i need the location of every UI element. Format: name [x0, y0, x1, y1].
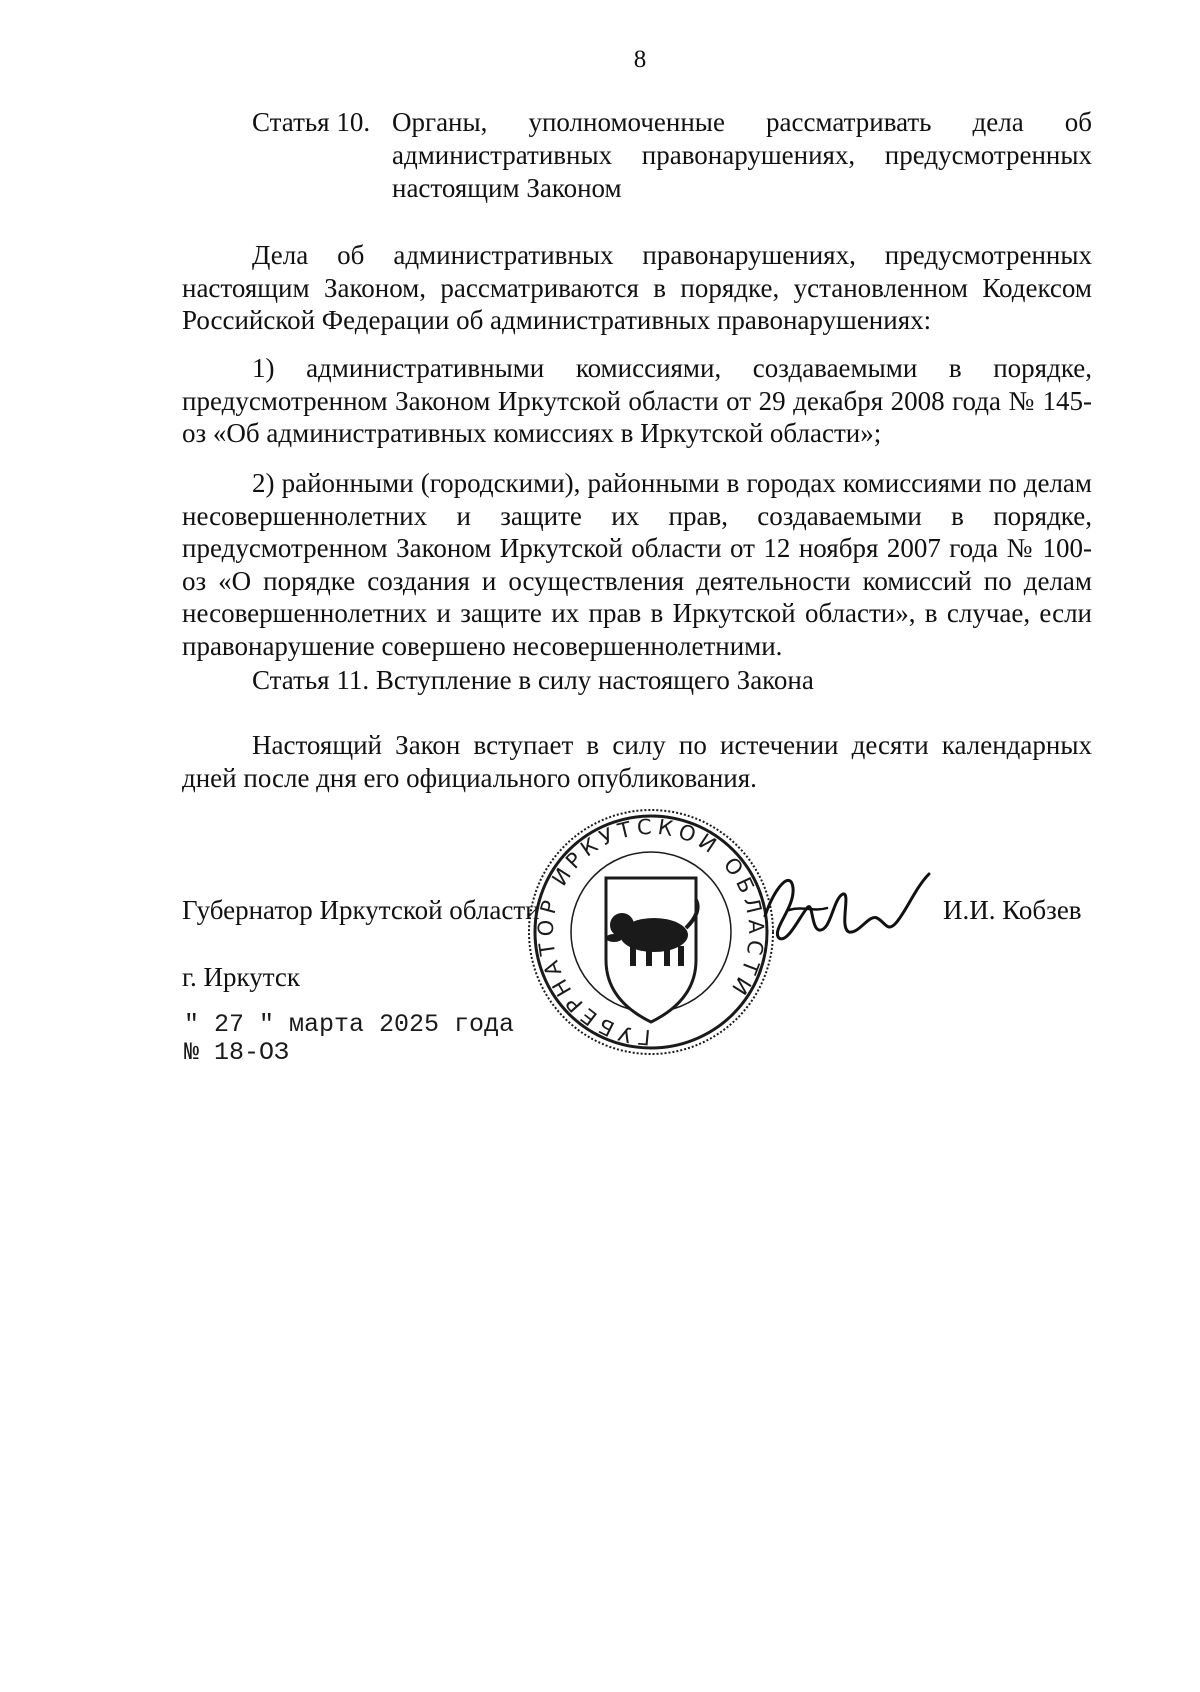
article-11-heading: Статья 11. Вступление в силу настоящего Закона	[252, 665, 814, 695]
article-10-item-2: 2) районными (городскими), районными в городах комиссиями по делам несовершеннолетних и защите их прав, создаваемыми в порядке, предусмотренном Законом Иркутской области от 12 ноября 2007 года № 100-оз «О порядке создания и осуществления деятельности комиссий по делам несовершеннолетних и защите их прав в Иркутской области», в случае, если правонарушение совершено несовершеннолетними.	[182, 468, 1092, 661]
page-number: 8	[633, 46, 647, 73]
article-11-text: Настоящий Закон вступает в силу по истечении десяти календарных дней после дня его официального опубликования.	[182, 730, 1092, 793]
article-10-intro: Дела об административных правонарушениях, предусмотренных настоящим Законом, рассматриваются в порядке, установленном Кодексом Российской Федерации об административных правонарушениях:	[182, 240, 1092, 335]
article-10-label: Статья 10.	[252, 107, 371, 137]
city: г. Иркутск	[182, 962, 300, 992]
article-10-title: Органы, уполномоченные рассматривать дела об административных правонарушениях, предусмотренных настоящим Законом	[392, 107, 1092, 203]
governor-title: Губернатор Иркутской области	[182, 895, 540, 925]
governor-name: И.И. Кобзев	[943, 895, 1082, 925]
signature-icon	[753, 858, 933, 958]
article-10-item-1: 1) административными комиссиями, создаваемыми в порядке, предусмотренном Законом Иркутской области от 29 декабря 2008 года № 145-оз «Об административных комиссиях в Иркутской области»;	[182, 353, 1092, 448]
official-seal	[526, 800, 776, 1060]
seal-ring-text-path: ГУБЕРНАТОР ИРКУТСКОЙ ОБЛАСТИ	[533, 814, 769, 1050]
law-date: " 27 " марта 2025 года	[184, 1010, 515, 1039]
law-number: № 18-ОЗ	[184, 1038, 290, 1067]
